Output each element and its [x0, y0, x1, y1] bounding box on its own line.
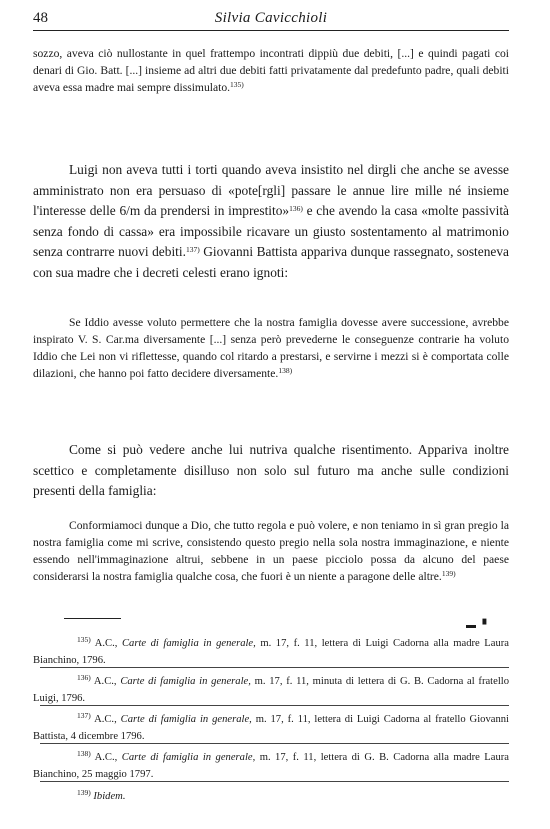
quote-text: Conformiamoci dunque a Dio, che tutto regola e può volere, e non teniamo in sì gran pregio la nostra famiglia come mi scrive, consistendo questo pregio nella sola nostra immaginazione, e niente essendo nell'immaginazione altrui, sebbene in un paese picciolo possa da alcuno del paese considerarsi la nostra famiglia qualche cosa, che fuori è un niente a paragone delle altre. — [33, 519, 509, 583]
footnote-number: 135) — [77, 635, 91, 644]
footnote-title: Carte di famiglia in generale, — [121, 752, 256, 763]
note-ref: 139) — [441, 569, 456, 578]
footnote-text: m. 17, f. 11, lettera di Luigi Cadorna al fratello Giovanni Battista, 4 dicembre 1796. — [33, 714, 509, 742]
running-head: Silvia Cavicchioli — [214, 10, 328, 26]
footnote-text: m. 17, f. 11, lettera di G. B. Cadorna alla madre Laura Bianchino, 25 maggio 1797. — [33, 752, 509, 780]
footnote-source: A.C., — [94, 752, 118, 763]
note-ref: 138) — [278, 366, 293, 375]
note-ref: 135) — [230, 80, 244, 89]
footnote-divider — [40, 781, 509, 782]
block-quote-2 — [33, 314, 509, 382]
footnote-title: Carte di famiglia in generale, — [120, 676, 251, 687]
paragraph-text: Luigi non aveva tutti i torti quando aveva insistito nel dirgli che anche se avesse amministrato non era persuaso di «pote[rgli] passare le annue lire mille né insieme l'interesse delle 6/m da prendersi in imprestito» — [33, 162, 509, 219]
footnote-source: A.C., — [94, 638, 118, 649]
page-number: 48 — [33, 10, 48, 26]
footnote-rule — [64, 618, 121, 619]
footnote-title: Carte di famiglia in generale, — [120, 714, 252, 725]
footnote-source: A.C., — [93, 676, 117, 687]
footnote-138 — [33, 749, 509, 783]
note-ref: 136) — [289, 204, 303, 214]
footnote-136 — [33, 673, 509, 707]
note-ref: 137) — [185, 245, 200, 255]
page-header — [33, 8, 509, 31]
footnote-divider — [40, 743, 509, 744]
body-paragraph-1 — [33, 160, 509, 284]
footnote-137 — [33, 711, 509, 745]
block-quote-3 — [33, 517, 509, 585]
footnote-title: Ibidem. — [93, 791, 126, 802]
footnote-source: A.C., — [94, 714, 117, 725]
paragraph-text: e che avendo la casa «molte passività senza fondo di cassa» era impossibile ricavare un giusto sostentamento al matrimonio senza contrarre nuovi debiti. — [33, 203, 509, 260]
footnote-text: m. 17, f. 11, minuta di lettera di G. B. Cadorna al fratello Luigi, 1796. — [33, 676, 509, 704]
quote-text: sozzo, aveva ciò nullostante in quel frattempo incontrati dippiù due debiti, [...] e quindi pagati coi denari di Gio. Batt. [...] insieme ad altri due debiti fatti privatamente dal predefunto padre, quali debiti aveva essa madre mai sempre dissimulato. — [33, 47, 509, 94]
printer-mark: ▬ ▘ — [466, 620, 493, 631]
footnote-number: 136) — [77, 673, 91, 682]
quote-text: Se Iddio avesse voluto permettere che la nostra famiglia dovesse avere successione, avrebbe inspirato V. S. Car.ma diversamente [...] senza però prevederne le conseguenze contrarie ha voluto Iddio che Lei non vi riflettesse, quando col ritardo a prestarsi, e servirne i mezzi si è comportata colle dilazioni, che hanno poi fatto decidere diversamente. — [33, 316, 509, 380]
footnote-number: 138) — [77, 749, 91, 758]
footnote-title: Carte di famiglia in generale, — [121, 638, 256, 649]
footnote-135 — [33, 635, 509, 669]
footnote-139 — [33, 788, 509, 805]
paragraph-text: Giovanni Battista appariva dunque rassegnato, sosteneva con sua madre che i decreti celesti erano ignoti: — [33, 244, 509, 280]
footnote-text: m. 17, f. 11, lettera di Luigi Cadorna alla madre Laura Bianchino, 1796. — [33, 638, 509, 666]
footnote-divider — [40, 667, 509, 668]
footnote-number: 137) — [77, 711, 91, 720]
footnote-number: 139) — [77, 788, 91, 797]
body-paragraph-2 — [33, 440, 509, 502]
block-quote-top — [33, 45, 509, 96]
footnote-divider — [40, 705, 509, 706]
paragraph-text: Come si può vedere anche lui nutriva qualche risentimento. Appariva inoltre scettico e completamente disilluso non solo sul futuro ma anche sulle condizioni presenti della famiglia: — [33, 442, 509, 499]
